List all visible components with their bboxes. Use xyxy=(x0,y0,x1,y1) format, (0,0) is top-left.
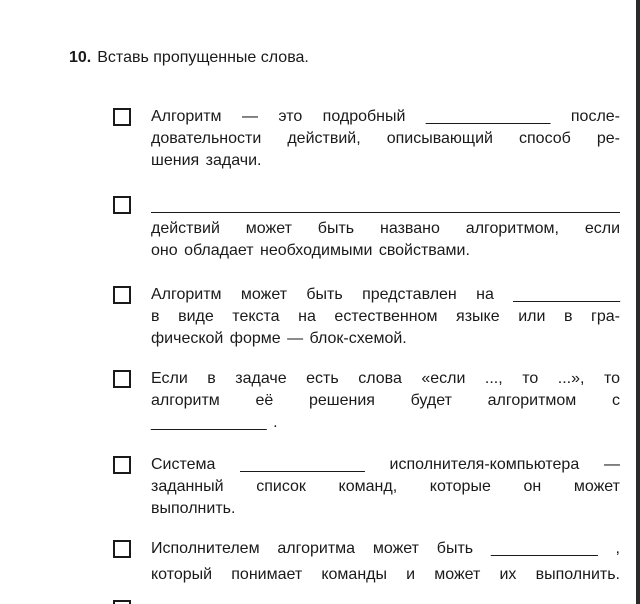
item-2-line-1: действий может быть названо алгоритмом, если xyxy=(151,220,620,237)
page-edge xyxy=(636,0,640,604)
item-3-line-2: в виде текста на естественном языке или в гра- xyxy=(151,308,620,325)
task-number: 10. xyxy=(69,49,92,66)
task-title: Вставь пропущенные слова. xyxy=(97,49,309,66)
checkbox-5[interactable] xyxy=(113,456,131,474)
item-5-line-1: Система ______________ исполнителя-компьютера — xyxy=(151,456,620,473)
item-2-line-2: оно обладает необходимыми свойствами. xyxy=(151,242,470,259)
item-4-line-1: Если в задаче есть слова «если ..., то ...», то xyxy=(151,370,620,387)
item-1-line-2: довательности действий, описывающий способ ре- xyxy=(151,130,620,147)
item-6-line-1: Исполнителем алгоритма может быть ____________ , xyxy=(151,540,620,557)
item-5-line-3: выполнить. xyxy=(151,500,236,517)
checkbox-1[interactable] xyxy=(113,108,131,126)
checkbox-2[interactable] xyxy=(113,196,131,214)
item-6-line-2: который понимает команды и может их выполнить. xyxy=(151,566,620,583)
checkbox-6[interactable] xyxy=(113,540,131,558)
task-header xyxy=(69,48,309,68)
item-1-line-1: Алгоритм — это подробный ______________ после- xyxy=(151,108,620,125)
blank-line-full xyxy=(151,212,620,213)
checkbox-7-partial[interactable] xyxy=(113,600,131,604)
item-3-line-3: фической форме — блок-схемой. xyxy=(151,330,407,347)
checkbox-3[interactable] xyxy=(113,286,131,304)
item-3-line-1: Алгоритм может быть представлен на ____________ xyxy=(151,286,620,303)
item-1-line-3: шения задачи. xyxy=(151,152,262,169)
item-4-line-2: алгоритм её решения будет алгоритмом с xyxy=(151,392,620,409)
item-4-line-3: _____________ . xyxy=(151,414,278,431)
item-5-line-2: заданный список команд, которые он может xyxy=(151,478,620,495)
checkbox-4[interactable] xyxy=(113,370,131,388)
